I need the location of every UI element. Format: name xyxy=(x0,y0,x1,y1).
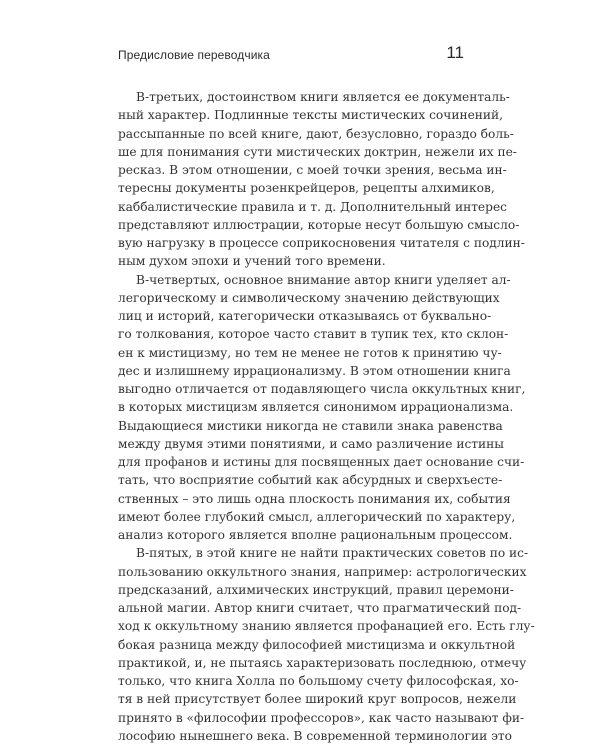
text-line: выгодно отличается от подавляющего числа оккультных книг, xyxy=(118,382,526,396)
paragraph-fourth xyxy=(118,271,526,545)
text-line: тя в ней присутствует более широкий круг вопросов, нежели xyxy=(118,692,517,707)
text-line: тересны документы розенкрейцеров, рецепты алхимиков, xyxy=(118,181,495,196)
text-line: каббалистические правила и т. д. Дополнительный интерес xyxy=(118,199,507,214)
body-text xyxy=(118,88,535,745)
text-line: пользованию оккультного знания, например: астрологических xyxy=(118,564,527,579)
text-line: бокая разница между философией мистицизма и оккультной xyxy=(118,637,516,652)
text-line: В-пятых, в этой книге не найти практических советов по ис- xyxy=(136,546,529,561)
text-line: только, что книга Холла по большому счету философская, хо- xyxy=(118,674,519,688)
running-title: Предисловие переводчика xyxy=(118,48,270,62)
text-line: для профанов и истины для посвященных дает основание счи- xyxy=(118,455,525,469)
text-line: рассыпанные по всей книге, дают, безусловно, гораздо боль- xyxy=(118,126,514,141)
text-line: практикой, и, не пытаясь характеризовать последнюю, отмечу xyxy=(118,655,527,670)
text-line: принято в «философии профессоров», как часто называют фи- xyxy=(118,710,525,725)
text-line: дес и излишнему иррационализму. В этом отношении книга xyxy=(118,363,511,378)
text-line: ше для понимания сути мистических доктрин, нежели их пе- xyxy=(118,144,517,159)
paragraph-fifth xyxy=(118,544,535,745)
text-line: В-третьих, достоинством книги является ее документаль- xyxy=(136,90,510,104)
text-line: имеют более глубокий смысл, аллегорический по характеру, xyxy=(118,509,516,524)
text-line: легорическому и символическому значению действующих xyxy=(118,290,500,305)
page-number: 11 xyxy=(446,43,464,62)
text-line: вую нагрузку в процессе соприкосновения читателя с подлин- xyxy=(118,236,525,250)
text-line: лиц и историй, категорически отказываясь от буквально- xyxy=(118,309,492,323)
text-line: анализ которого является вполне рациональным процессом. xyxy=(118,528,513,542)
text-line: ен к мистицизму, но тем не менее не готов к принятию чу- xyxy=(118,345,502,360)
running-header xyxy=(118,42,464,66)
text-line: лософию нынешнего века. В современной терминологии это xyxy=(118,728,512,743)
text-line: ход к оккультному знанию является профанацией его. Есть глу- xyxy=(118,619,535,634)
text-line: альной магии. Автор книги считает, что прагматический под- xyxy=(118,601,522,615)
text-line: В-четвертых, основное внимание автор книги уделяет ал- xyxy=(136,272,511,287)
text-line: го толкования, которое часто ставит в тупик тех, кто склон- xyxy=(118,327,509,342)
text-line: тать, что восприятие событий как абсурдных и сверхъесте- xyxy=(118,473,503,488)
text-line: в которых мистицизм является синонимом иррационализма. xyxy=(118,400,514,415)
text-line: представляют иллюстрации, которые несут большую смысло- xyxy=(118,217,520,232)
text-line: ный характер. Подлинные тексты мистических сочинений, xyxy=(118,108,504,123)
text-line: между двумя этими понятиями, и само различение истины xyxy=(118,436,504,451)
text-line: ресказ. В этом отношении, с моей точки зрения, весьма ин- xyxy=(118,163,507,177)
text-line: ным духом эпохи и учений того времени. xyxy=(118,254,386,269)
text-line: ственных – это лишь одна плоскость понимания их, события xyxy=(118,491,511,506)
paragraph-third xyxy=(118,88,525,271)
text-line: предсказаний, алхимических инструкций, правил церемони- xyxy=(118,582,514,597)
text-line: Выдающиеся мистики никогда не ставили знака равенства xyxy=(118,418,503,433)
